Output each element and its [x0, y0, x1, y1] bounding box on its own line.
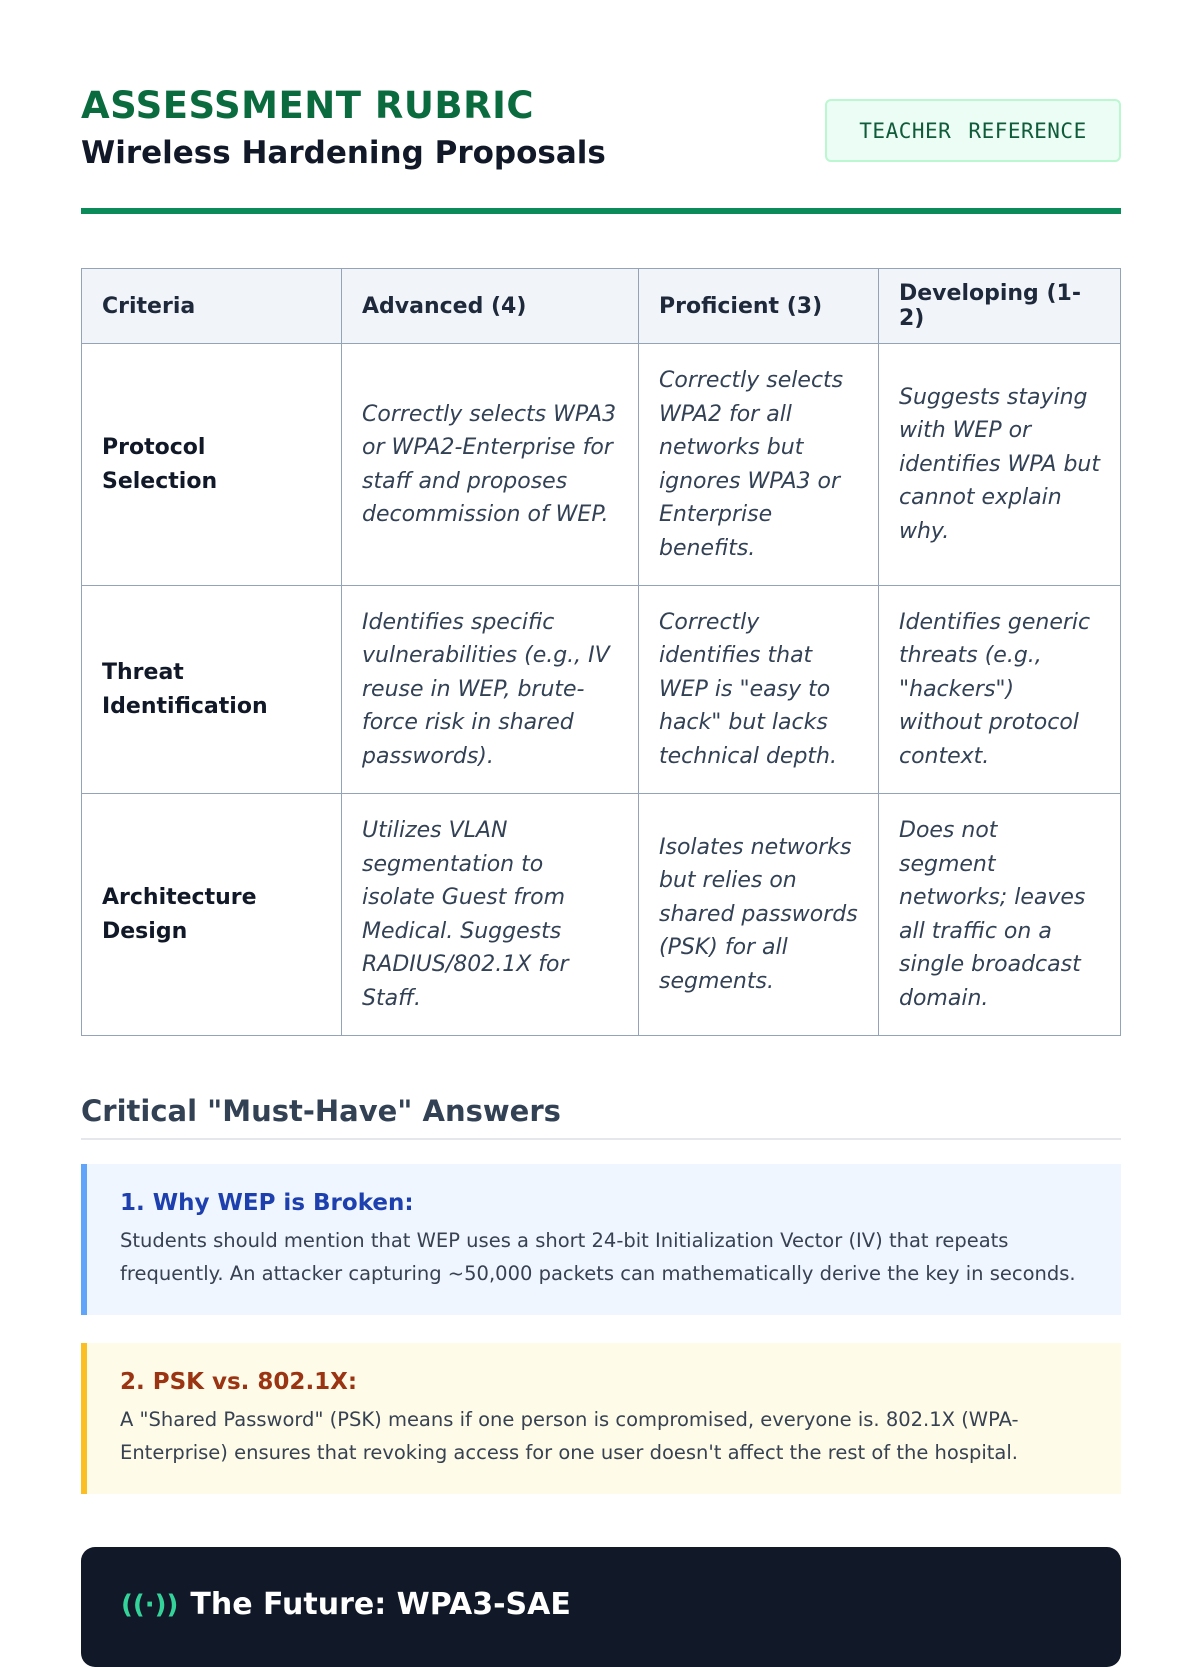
rubric-table: [81, 268, 1121, 1036]
table-row: [82, 344, 1121, 586]
table-header-row: [82, 269, 1121, 344]
advanced-cell: Utilizes VLAN segmentation to isolate Guest from Medical. Suggests RADIUS/802.1X for Staff.: [342, 794, 639, 1036]
header-divider: [81, 208, 1121, 214]
page-subtitle: Wireless Hardening Proposals: [81, 135, 606, 171]
proficient-cell: Correctly identifies that WEP is "easy to hack" but lacks technical depth.: [639, 586, 879, 794]
section-heading: Critical "Must-Have" Answers: [81, 1094, 1121, 1140]
teacher-reference-badge: TEACHER REFERENCE: [825, 99, 1121, 162]
developing-cell: Identifies generic threats (e.g., "hackers") without protocol context.: [879, 586, 1121, 794]
future-card: [81, 1547, 1121, 1667]
table-row: [82, 794, 1121, 1036]
proficient-cell: Correctly selects WPA2 for all networks but ignores WPA3 or Enterprise benefits.: [639, 344, 879, 586]
column-header: Proficient (3): [639, 269, 879, 344]
header: [81, 84, 1121, 171]
answer-card-psk: [81, 1343, 1121, 1494]
future-title: The Future: WPA3-SAE: [190, 1587, 571, 1622]
answer-text: Students should mention that WEP uses a short 24-bit Initialization Vector (IV) that repeats frequently. An attacker capturing ~50,000 packets can mathematically derive the key in seconds.: [120, 1229, 1076, 1285]
table-row: [82, 586, 1121, 794]
column-header: Advanced (4): [342, 269, 639, 344]
page-title: ASSESSMENT RUBRIC: [81, 84, 535, 127]
criteria-cell: Architecture Design: [82, 794, 342, 1036]
answer-card-wep: [81, 1164, 1121, 1315]
developing-cell: Suggests staying with WEP or identifies WPA but cannot explain why.: [879, 344, 1121, 586]
criteria-cell: Threat Identification: [82, 586, 342, 794]
developing-cell: Does not segment networks; leaves all traffic on a single broadcast domain.: [879, 794, 1121, 1036]
proficient-cell: Isolates networks but relies on shared passwords (PSK) for all segments.: [639, 794, 879, 1036]
column-header: Criteria: [82, 269, 342, 344]
criteria-cell: Protocol Selection: [82, 344, 342, 586]
column-header: Developing (1-2): [879, 269, 1121, 344]
answer-title: 1. Why WEP is Broken:: [120, 1190, 414, 1216]
wifi-signal-icon: ((·)): [121, 1589, 179, 1620]
answer-title: 2. PSK vs. 802.1X:: [120, 1369, 358, 1395]
advanced-cell: Correctly selects WPA3 or WPA2-Enterprise for staff and proposes decommission of WEP.: [342, 344, 639, 586]
answer-text: A "Shared Password" (PSK) means if one person is compromised, everyone is. 802.1X (WPA-Enterprise) ensures that revoking access for one user doesn't affect the rest of the hospital.: [120, 1408, 1019, 1464]
advanced-cell: Identifies specific vulnerabilities (e.g., IV reuse in WEP, brute-force risk in shared passwords).: [342, 586, 639, 794]
